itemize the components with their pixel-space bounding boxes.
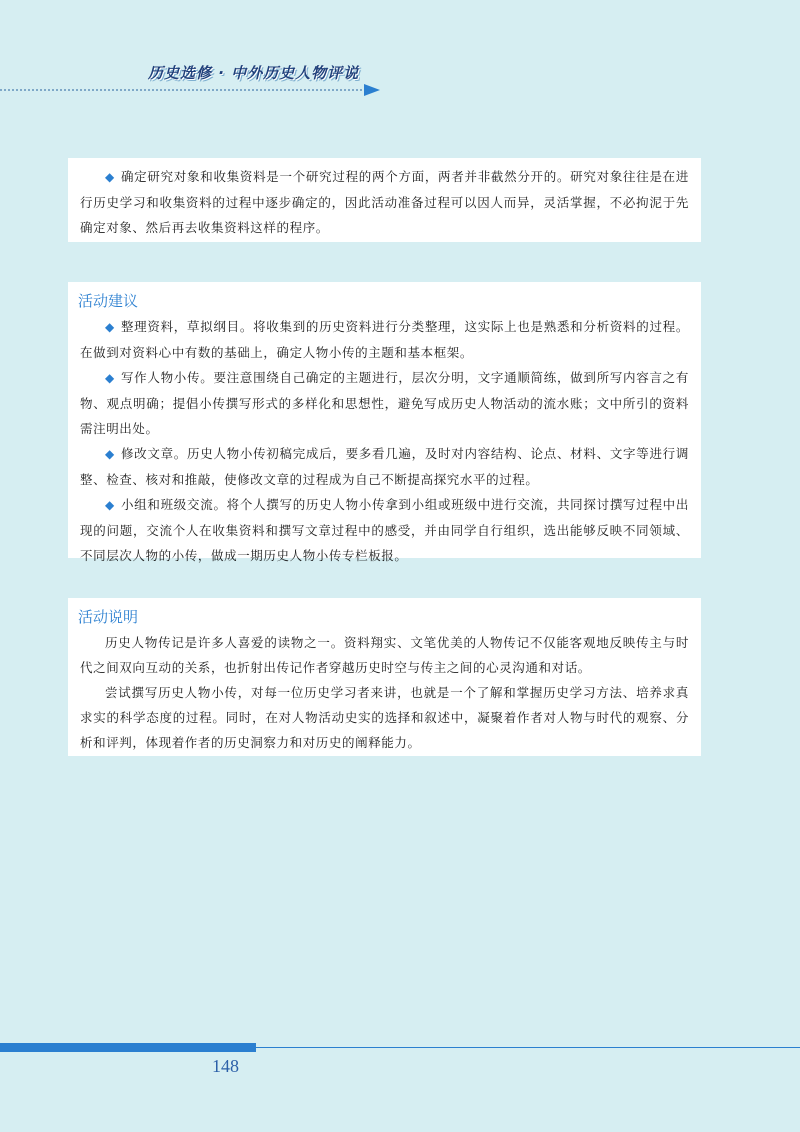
footer-rule xyxy=(256,1047,800,1048)
header-dotted-rule xyxy=(0,89,366,91)
suggestion-text: 写作人物小传。要注意围绕自己确定的主题进行，层次分明，文字通顺简练，做到所写内容言之有物、观点明确；提倡小传撰写形式的多样化和思想性，避免写成历史人物活动的流水账；文中所引的资料需注明出处。 xyxy=(80,370,689,436)
suggestion-item xyxy=(80,492,689,568)
activity-suggestions-box xyxy=(68,282,701,563)
footer-accent-bar xyxy=(0,1043,256,1052)
book-header-title: 历史选修 · 中外历史人物评说 xyxy=(148,64,360,82)
explanation-paragraph: 尝试撰写历史人物小传，对每一位历史学习者来讲，也就是一个了解和掌握历史学习方法、培养求真求实的科学态度的过程。同时，在对人物活动史实的选择和叙述中，凝聚着作者对人物与时代的观察、分析和评判，体现着作者的历史洞察力和对历史的阐释能力。 xyxy=(80,685,689,750)
suggestion-item xyxy=(80,365,689,441)
diamond-bullet-icon: ◆ xyxy=(105,371,115,385)
section-title-suggestions: 活动建议 xyxy=(78,292,139,310)
note-paragraph xyxy=(80,164,689,240)
suggestion-item xyxy=(80,441,689,492)
page-number: 148 xyxy=(212,1056,239,1076)
note-box xyxy=(68,158,701,242)
suggestion-text: 整理资料，草拟纲目。将收集到的历史资料进行分类整理，这实际上也是熟悉和分析资料的过程。在做到对资料心中有数的基础上，确定人物小传的主题和基本框架。 xyxy=(80,319,689,360)
activity-explanation-box xyxy=(68,598,701,756)
diamond-bullet-icon: ◆ xyxy=(105,320,115,334)
diamond-bullet-icon: ◆ xyxy=(105,170,115,184)
suggestion-text: 小组和班级交流。将个人撰写的历史人物小传拿到小组或班级中进行交流，共同探讨撰写过程中出现的问题，交流个人在收集资料和撰写文章过程中的感受，并由同学自行组织，选出能够反映不同领域、不同层次人物的小传，做成一期历史人物小传专栏板报。 xyxy=(80,497,689,563)
diamond-bullet-icon: ◆ xyxy=(105,447,115,461)
explanation-paragraph: 历史人物传记是许多人喜爱的读物之一。资料翔实、文笔优美的人物传记不仅能客观地反映传主与时代之间双向互动的关系，也折射出传记作者穿越历史时空与传主之间的心灵沟通和对话。 xyxy=(80,635,689,675)
header-arrow-icon xyxy=(364,84,380,96)
note-text: 确定研究对象和收集资料是一个研究过程的两个方面，两者并非截然分开的。研究对象往往是在进行历史学习和收集资料的过程中逐步确定的，因此活动准备过程可以因人而异，灵活掌握，不必拘泥于先确定对象、然后再去收集资料这样的程序。 xyxy=(80,169,689,235)
diamond-bullet-icon: ◆ xyxy=(105,498,115,512)
suggestion-item xyxy=(80,314,689,365)
suggestion-text: 修改文章。历史人物小传初稿完成后，要多看几遍，及时对内容结构、论点、材料、文字等进行调整、检查、核对和推敲，使修改文章的过程成为自己不断提高探究水平的过程。 xyxy=(80,446,689,487)
section-title-explanation: 活动说明 xyxy=(78,608,139,626)
